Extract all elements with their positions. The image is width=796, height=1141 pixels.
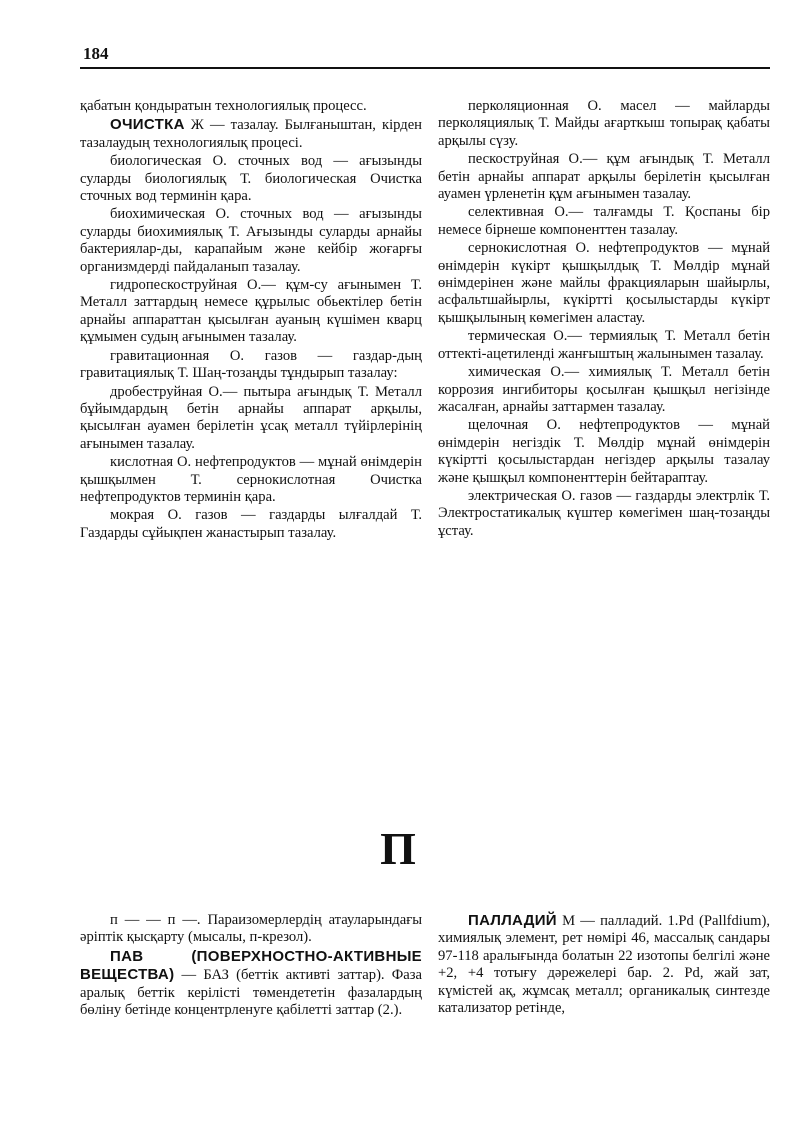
entry-text: М — палладий. 1.Pd (Pallfdium), химиялық элемент, рет нөмірі 46, массалық сандары 97-118 аралығында болатын 22 изотопы белгілі және +2, +4 тотығу дәрежелері бар. 2. Pd, жай зат, күмістей ақ, жұмсақ металл; органикалық синтезде катализатор ретінде,: [438, 913, 770, 1017]
entry-text: гидропескоструйная О.— құм-су ағынымен Т. Металл заттардың немесе құрылыс обьектілер бетін арнайы аппараттан қысылған ауаның күшімен кварц құмымен судың ағынымен тазалау.: [80, 277, 422, 346]
dictionary-entry: [438, 488, 770, 540]
dictionary-entry: [80, 277, 422, 347]
entry-text: пескоструйная О.— құм ағындық Т. Металл бетін арнайы аппарат арқылы берілетін қысылған ауамен үрленетін құм ағынымен тазалау.: [438, 151, 770, 203]
entry-text: п — — п —. Параизомерлердің атауларындағы әріптік қысқарту (мысалы, п-крезол).: [80, 912, 422, 946]
entry-text: мокрая О. газов — газдарды ылғалдай Т. Газдарды сұйықпен жанастырып тазалау.: [80, 507, 422, 541]
dictionary-entry: [438, 912, 770, 1017]
page-number: 184: [83, 44, 109, 63]
right-column: [438, 98, 770, 541]
dictionary-entry: [80, 912, 422, 947]
dictionary-entry: [80, 98, 422, 115]
header-rule: [80, 67, 770, 69]
entry-text: электрическая О. газов — газдарды электрлік Т. Электростатикалық күштер көмегімен шаң-тозаңды ұстау.: [438, 487, 770, 539]
entry-text: гравитационная О. газов — газдар-дың гравитациялық Т. Шаң-тозаңды тұндырып тазалау:: [80, 347, 422, 382]
left-column: [80, 98, 422, 543]
dictionary-entry: [80, 507, 422, 542]
entry-headword: ПАВ (ПОВЕРХНОСТНО-АКТИВНЫЕ ВЕЩЕСТВА): [80, 947, 422, 984]
entry-text: қабатын қондыратын технологиялық процесс.: [80, 98, 367, 114]
entry-text: биохимическая О. сточных вод — ағызынды суларды биохимиялық Т. Ағызынды суларды арнайы бактериялар-ды, карапайым және кейбір жоғарғы организмдерді пайдаланып тазалау.: [80, 206, 422, 275]
entry-headword: ОЧИСТКА: [110, 116, 185, 134]
entry-text: сернокислотная О. нефтепродуктов — мұнай өнімдерін күкірт қышқылдық Т. Мөлдір мұнай өнімдерінен және майлы фракцияларын шайырлы, асфальтшайырлы, күкіртті қосылыстарды күкірт қышқылының көмегімен аластау.: [438, 240, 770, 326]
entry-text: кислотная О. нефтепродуктов — мұнай өнімдерін қышқылмен Т. сернокислотная Очистка нефтепродуктов терминін қара.: [80, 454, 422, 505]
dictionary-entry: [80, 948, 422, 1020]
dictionary-entry: [80, 348, 422, 383]
dictionary-entry: [438, 364, 770, 416]
entry-text: биологическая О. сточных вод — ағызынды суларды биологиялық Т. биологическая Очистка сточных вод терминін қара.: [80, 153, 422, 205]
entry-text: перколяционная О. масел — майларды перколяциялық Т. Майды ағарткыш топырақ қабаты арқылы сүзу.: [438, 98, 770, 149]
dictionary-entry: [80, 153, 422, 205]
left-column-section-p: [80, 912, 422, 1020]
entry-text: селективная О.— талғамды Т. Қоспаны бір немесе бірнеше компоненттен тазалау.: [438, 204, 770, 238]
section-letter: П: [380, 823, 416, 874]
entry-text: дробеструйная О.— пытыра ағындық Т. Металл бұйымдардың бетін арнайы аппарат арқылы, қысылған ауамен берілетін ұсақ металл түйірлерінің ағынымен тазалау.: [80, 383, 422, 452]
dictionary-entry: [80, 116, 422, 152]
entry-text: термическая О.— термиялық Т. Металл бетін оттекті-ацетиленді жанғыштың жалынымен тазалау.: [438, 328, 770, 362]
dictionary-entry: [80, 206, 422, 276]
entry-headword: ПАЛЛАДИЙ: [468, 912, 557, 929]
dictionary-entry: [438, 328, 770, 363]
entry-text: — БАЗ (беттік активті заттар). Фаза аралық беттік керілісті төмендететін фазалардың бөліну бетінде концентрленуге қабілетті заттар (2.).: [80, 967, 422, 1019]
entry-text: Ж — тазалау. Былғаныштан, кірден тазалаудың технологиялық процесі.: [80, 117, 422, 151]
entry-text: химическая О.— химиялық Т. Металл бетін коррозия ингибиторы қосылған қышқыл негізінде жасалған, арнайы заттармен тазалау.: [438, 364, 770, 415]
dictionary-entry: [80, 454, 422, 506]
dictionary-entry: [80, 384, 422, 454]
dictionary-entry: [438, 98, 770, 150]
entry-text: щелочная О. нефтепродуктов — мұнай өнімдерін негіздік Т. Мөлдір мұнай өнімдерін күкіртті қосылыстардан негіздер арқылы тазалау және қышқыл компоненттерін бейтараптау.: [438, 417, 770, 486]
dictionary-entry: [438, 151, 770, 203]
right-column-section-p: [438, 912, 770, 1018]
dictionary-entry: [438, 204, 770, 239]
dictionary-entry: [438, 417, 770, 487]
dictionary-entry: [438, 240, 770, 327]
